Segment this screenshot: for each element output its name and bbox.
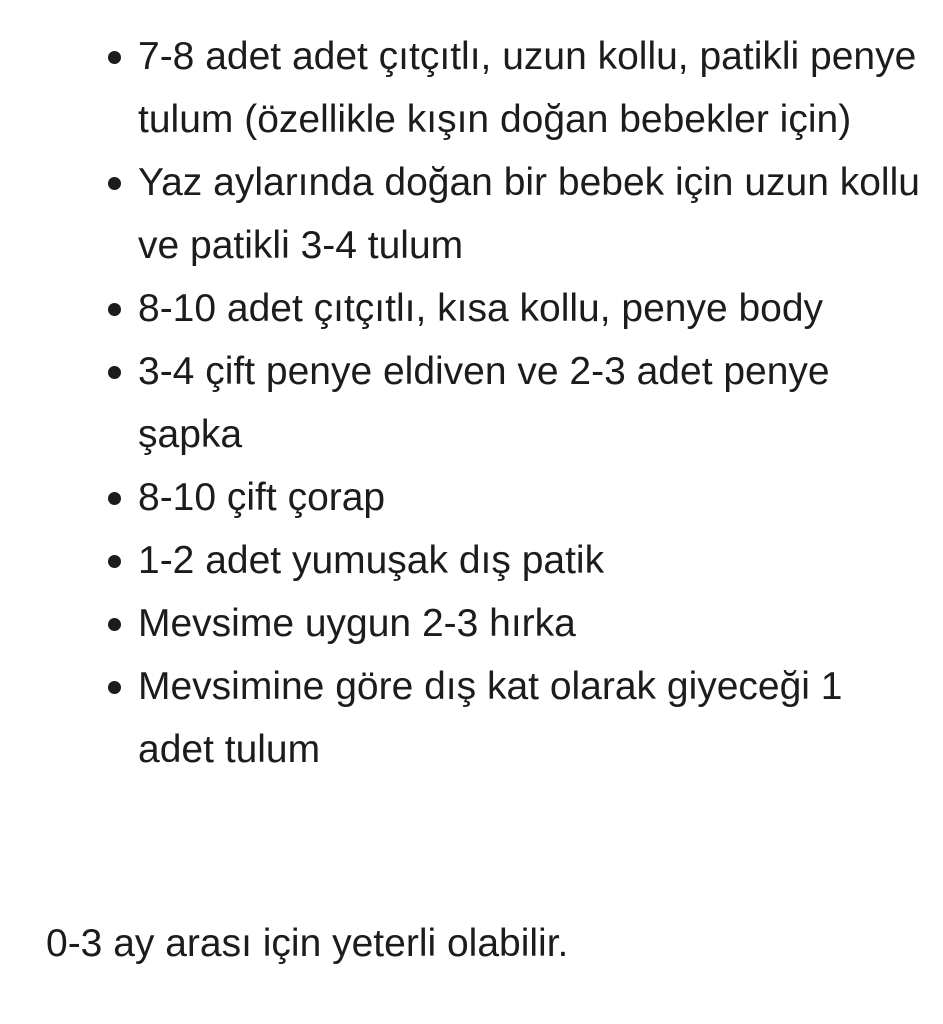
list-item-text: 1-2 adet yumuşak dış patik xyxy=(138,539,605,582)
bullet-dot-icon xyxy=(108,492,121,505)
list-item xyxy=(138,151,928,277)
list-item-text: Mevsime uygun 2-3 hırka xyxy=(138,602,576,645)
list-item-text: 8-10 adet çıtçıtlı, kısa kollu, penye body xyxy=(138,287,824,330)
list-item-text: 7-8 adet adet çıtçıtlı, uzun kollu, patikli penye tulum (özellikle kışın doğan bebekler için) xyxy=(138,35,917,141)
bullet-dot-icon xyxy=(108,555,121,568)
list-item-text: 8-10 çift çorap xyxy=(138,476,386,519)
bullet-dot-icon xyxy=(108,303,121,316)
bullet-dot-icon xyxy=(108,177,121,190)
footer-note: 0-3 ay arası için yeterli olabilir. xyxy=(46,922,569,965)
list-item xyxy=(138,655,928,781)
list-item xyxy=(138,592,928,655)
list-item-text: Mevsimine göre dış kat olarak giyeceği 1 adet tulum xyxy=(138,665,843,771)
bullet-list xyxy=(138,25,928,781)
list-item xyxy=(138,25,928,151)
bullet-dot-icon xyxy=(108,618,121,631)
bullet-dot-icon xyxy=(108,681,121,694)
bullet-dot-icon xyxy=(108,51,121,64)
list-item-text: Yaz aylarında doğan bir bebek için uzun kollu ve patikli 3-4 tulum xyxy=(138,161,920,267)
list-item xyxy=(138,340,928,466)
list-item xyxy=(138,466,928,529)
list-item xyxy=(138,529,928,592)
bullet-dot-icon xyxy=(108,366,121,379)
list-item-text: 3-4 çift penye eldiven ve 2-3 adet penye şapka xyxy=(138,350,830,456)
list-item xyxy=(138,277,928,340)
